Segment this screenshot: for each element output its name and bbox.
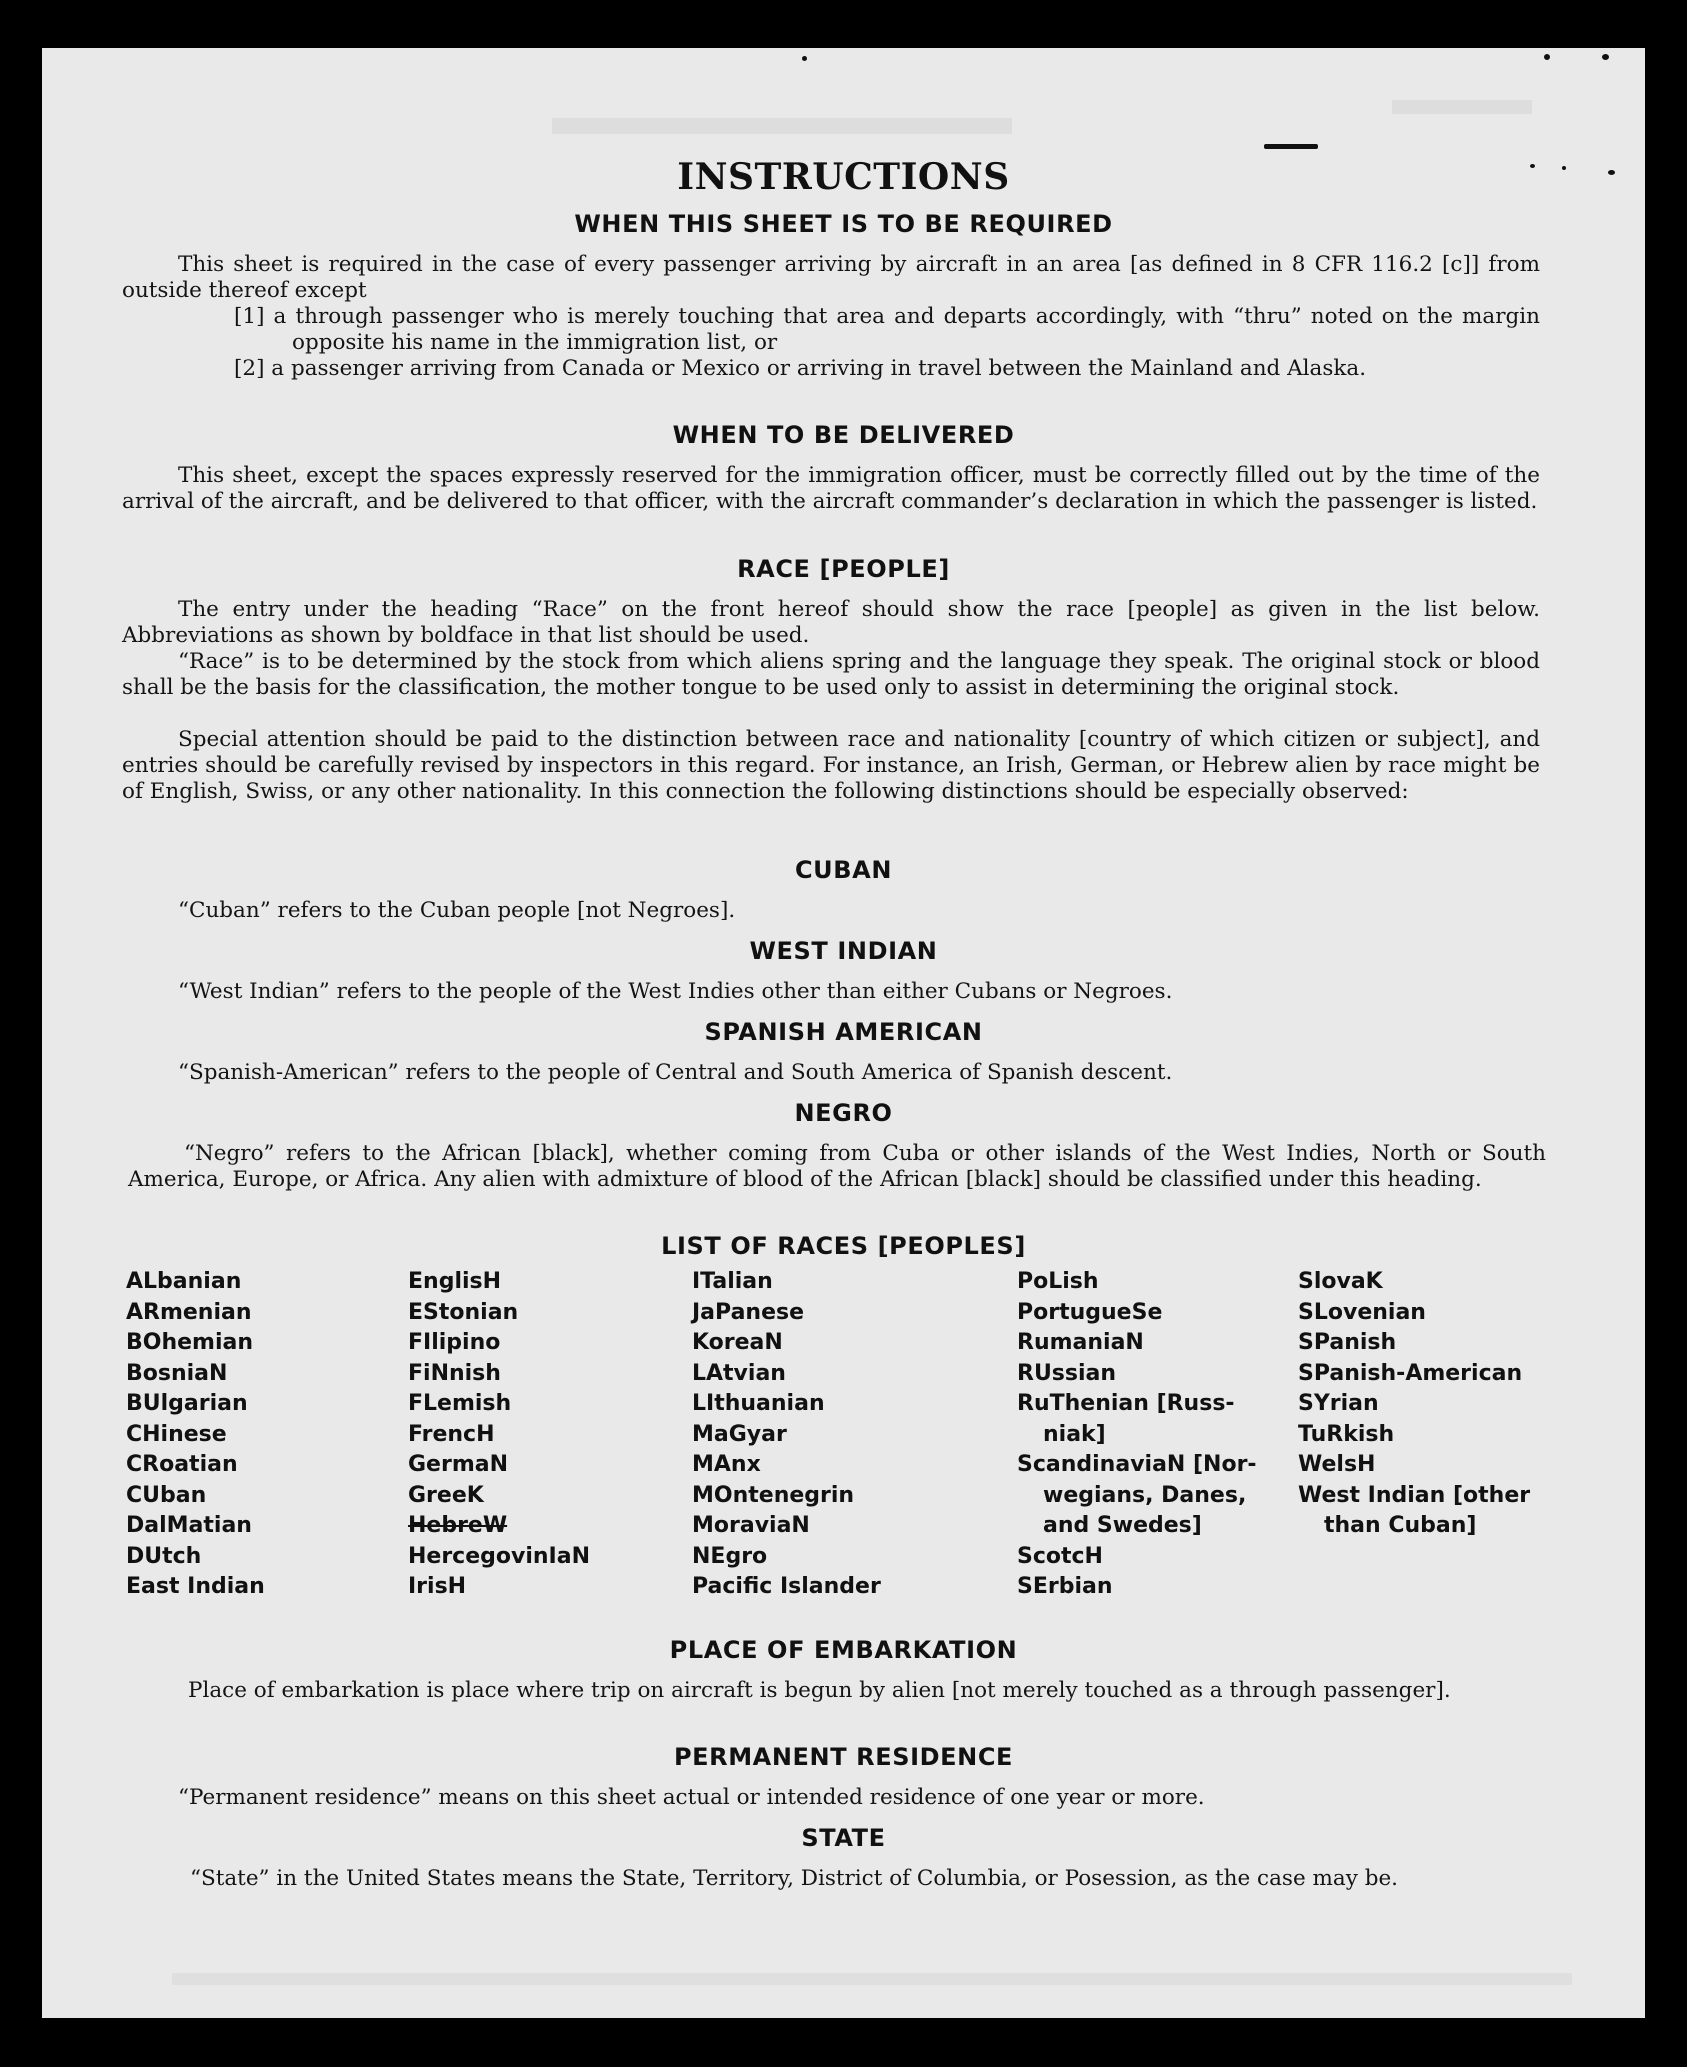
- heading-cuban: CUBAN: [794, 856, 893, 884]
- races-column-2: [408, 1267, 590, 1603]
- heading-when-delivered: WHEN TO BE DELIVERED: [672, 421, 1015, 449]
- races-column-3: [692, 1267, 881, 1603]
- race-entry: GermaN: [408, 1452, 509, 1477]
- heading-west-indian: WEST INDIAN: [749, 937, 938, 965]
- race-entry: NEgro: [692, 1543, 768, 1569]
- race-entry-struck: HebreW: [408, 1513, 508, 1538]
- state-text: “State” in the United States means the State, Territory, District of Columbia, or Posession, as the case may be.: [190, 1866, 1399, 1891]
- race-entry: East Indian: [126, 1574, 265, 1599]
- race-entry: FLemish: [408, 1391, 512, 1416]
- race-entry: FrencH: [408, 1421, 495, 1447]
- list-of-races: [126, 1267, 1566, 1607]
- race-entry: EnglisH: [408, 1269, 502, 1294]
- heading-list-of-races: LIST OF RACES [PEOPLES]: [661, 1232, 1026, 1260]
- race-entry: West Indian [other: [1298, 1482, 1531, 1508]
- race-entry: KoreaN: [692, 1330, 783, 1355]
- west-indian-text: “West Indian” refers to the people of the West Indies other than either Cubans or Negroes.: [178, 979, 1173, 1004]
- race-entry: CUban: [126, 1482, 207, 1508]
- negro-text: “Negro” refers to the African [black], whether coming from Cuba or other islands of the West Indies, North or South America, Europe, or Africa. Any alien with admixture of blood of the African [black] should be classified under this heading.: [128, 1141, 1546, 1192]
- race-entry: ITalian: [692, 1269, 773, 1294]
- scan-speck: [802, 56, 807, 61]
- heading-residence: PERMANENT RESIDENCE: [673, 1743, 1014, 1771]
- race-entry-continued: wegians, Danes,: [1043, 1482, 1247, 1508]
- scan-speck: [1544, 54, 1550, 60]
- heading-when-required: WHEN THIS SHEET IS TO BE REQUIRED: [574, 210, 1113, 238]
- embarkation-text: Place of embarkation is place where trip on aircraft is begun by alien [not merely touched as a through passenger].: [188, 1678, 1451, 1703]
- race-entry: MoraviaN: [692, 1513, 810, 1538]
- race-entry: RumaniaN: [1017, 1330, 1144, 1355]
- heading-state: STATE: [801, 1824, 886, 1852]
- document-page: [42, 48, 1645, 2018]
- race-entry: LIthuanian: [692, 1391, 825, 1416]
- race-entry-continued: than Cuban]: [1324, 1513, 1477, 1538]
- race-entry: FIlipino: [408, 1330, 501, 1355]
- scan-speck: [1602, 54, 1609, 60]
- race-entry: CRoatian: [126, 1452, 238, 1477]
- when-delivered-text: This sheet, except the spaces expressly reserved for the immigration officer, must be correctly filled out by the time of the arrival of the aircraft, and be delivered to that officer, with the aircraft commander’s declaration in which the passenger is listed.: [122, 463, 1540, 514]
- race-entry: SYrian: [1298, 1391, 1379, 1416]
- race-entry: SPanish: [1298, 1330, 1397, 1355]
- races-column-1: [126, 1267, 265, 1603]
- race-paragraph-1: The entry under the heading “Race” on the front hereof should show the race [people] as given in the list below. Abbreviations as shown by boldface in that list should be used.: [122, 597, 1540, 648]
- race-entry: BosniaN: [126, 1360, 228, 1386]
- race-entry: MAnx: [692, 1452, 761, 1477]
- race-entry: SlovaK: [1298, 1269, 1383, 1294]
- race-entry: BOhemian: [126, 1330, 254, 1355]
- race-paragraph-3: Special attention should be paid to the distinction between race and nationality [country of which citizen or subject], and entries should be carefully revised by inspectors in this regard. For instance, an Irish, German, or Hebrew alien by race might be of English, Swiss, or any other nationality. In this connection the following distinctions should be especially observed:: [122, 727, 1540, 804]
- when-required-item-1: [1] a through passenger who is merely touching that area and departs accordingly, with “thru” noted on the margin opposite his name in the immigration list, or: [234, 304, 1540, 355]
- heading-embarkation: PLACE OF EMBARKATION: [669, 1636, 1018, 1664]
- race-entry: PortugueSe: [1017, 1299, 1163, 1325]
- race-entry: RUssian: [1017, 1360, 1117, 1386]
- race-entry: SPanish-American: [1298, 1360, 1523, 1386]
- bleed-through-mark: [1392, 100, 1532, 114]
- bleed-through-mark: [172, 1973, 1572, 1985]
- race-entry: RuThenian [Russ-: [1017, 1391, 1235, 1416]
- race-entry: PoLish: [1017, 1269, 1099, 1294]
- race-entry: EStonian: [408, 1299, 519, 1325]
- race-entry: SLovenian: [1298, 1299, 1426, 1325]
- race-entry: GreeK: [408, 1482, 484, 1508]
- race-paragraph-2: “Race” is to be determined by the stock from which aliens spring and the language they speak. The original stock or blood shall be the basis for the classification, the mother tongue to be used only to assist in determining the original stock.: [122, 649, 1540, 700]
- race-entry: Pacific Islander: [692, 1574, 881, 1599]
- race-entry: HercegovinIaN: [408, 1543, 590, 1569]
- race-entry: MaGyar: [692, 1421, 787, 1447]
- race-entry: MOntenegrin: [692, 1482, 855, 1508]
- race-entry-continued: niak]: [1043, 1421, 1106, 1447]
- race-entry: LAtvian: [692, 1360, 786, 1386]
- races-column-5: [1298, 1267, 1530, 1542]
- when-required-intro: This sheet is required in the case of every passenger arriving by aircraft in an area [as defined in 8 CFR 116.2 [c]] from outside thereof except: [122, 252, 1540, 303]
- race-entry-continued: and Swedes]: [1043, 1513, 1202, 1538]
- race-entry: CHinese: [126, 1421, 227, 1447]
- heading-negro: NEGRO: [794, 1099, 893, 1127]
- races-column-4: [1017, 1267, 1257, 1603]
- spanish-american-text: “Spanish-American” refers to the people of Central and South America of Spanish descent.: [178, 1060, 1173, 1085]
- race-entry: SErbian: [1017, 1574, 1113, 1599]
- race-entry: BUlgarian: [126, 1391, 248, 1416]
- bleed-through-mark: [552, 118, 1012, 134]
- race-entry: WelsH: [1298, 1452, 1376, 1477]
- when-required-item-2: [2] a passenger arriving from Canada or Mexico or arriving in travel between the Mainland and Alaska.: [234, 356, 1367, 381]
- page-title: INSTRUCTIONS: [677, 156, 1010, 198]
- race-entry: DalMatian: [126, 1513, 252, 1538]
- race-entry: ScandinaviaN [Nor-: [1017, 1452, 1257, 1477]
- cuban-text: “Cuban” refers to the Cuban people [not Negroes].: [178, 898, 736, 923]
- residence-text: “Permanent residence” means on this sheet actual or intended residence of one year or more.: [178, 1785, 1205, 1810]
- scan-speck: [1264, 144, 1318, 149]
- race-entry: ARmenian: [126, 1299, 252, 1325]
- race-entry: JaPanese: [692, 1299, 805, 1325]
- race-entry: IrisH: [408, 1574, 467, 1599]
- race-entry: ScotcH: [1017, 1543, 1103, 1569]
- race-entry: TuRkish: [1298, 1421, 1395, 1447]
- heading-race: RACE [PEOPLE]: [737, 555, 950, 583]
- heading-spanish-american: SPANISH AMERICAN: [704, 1018, 983, 1046]
- race-entry: ALbanian: [126, 1269, 242, 1294]
- race-entry: DUtch: [126, 1543, 202, 1569]
- race-entry: FiNnish: [408, 1360, 501, 1386]
